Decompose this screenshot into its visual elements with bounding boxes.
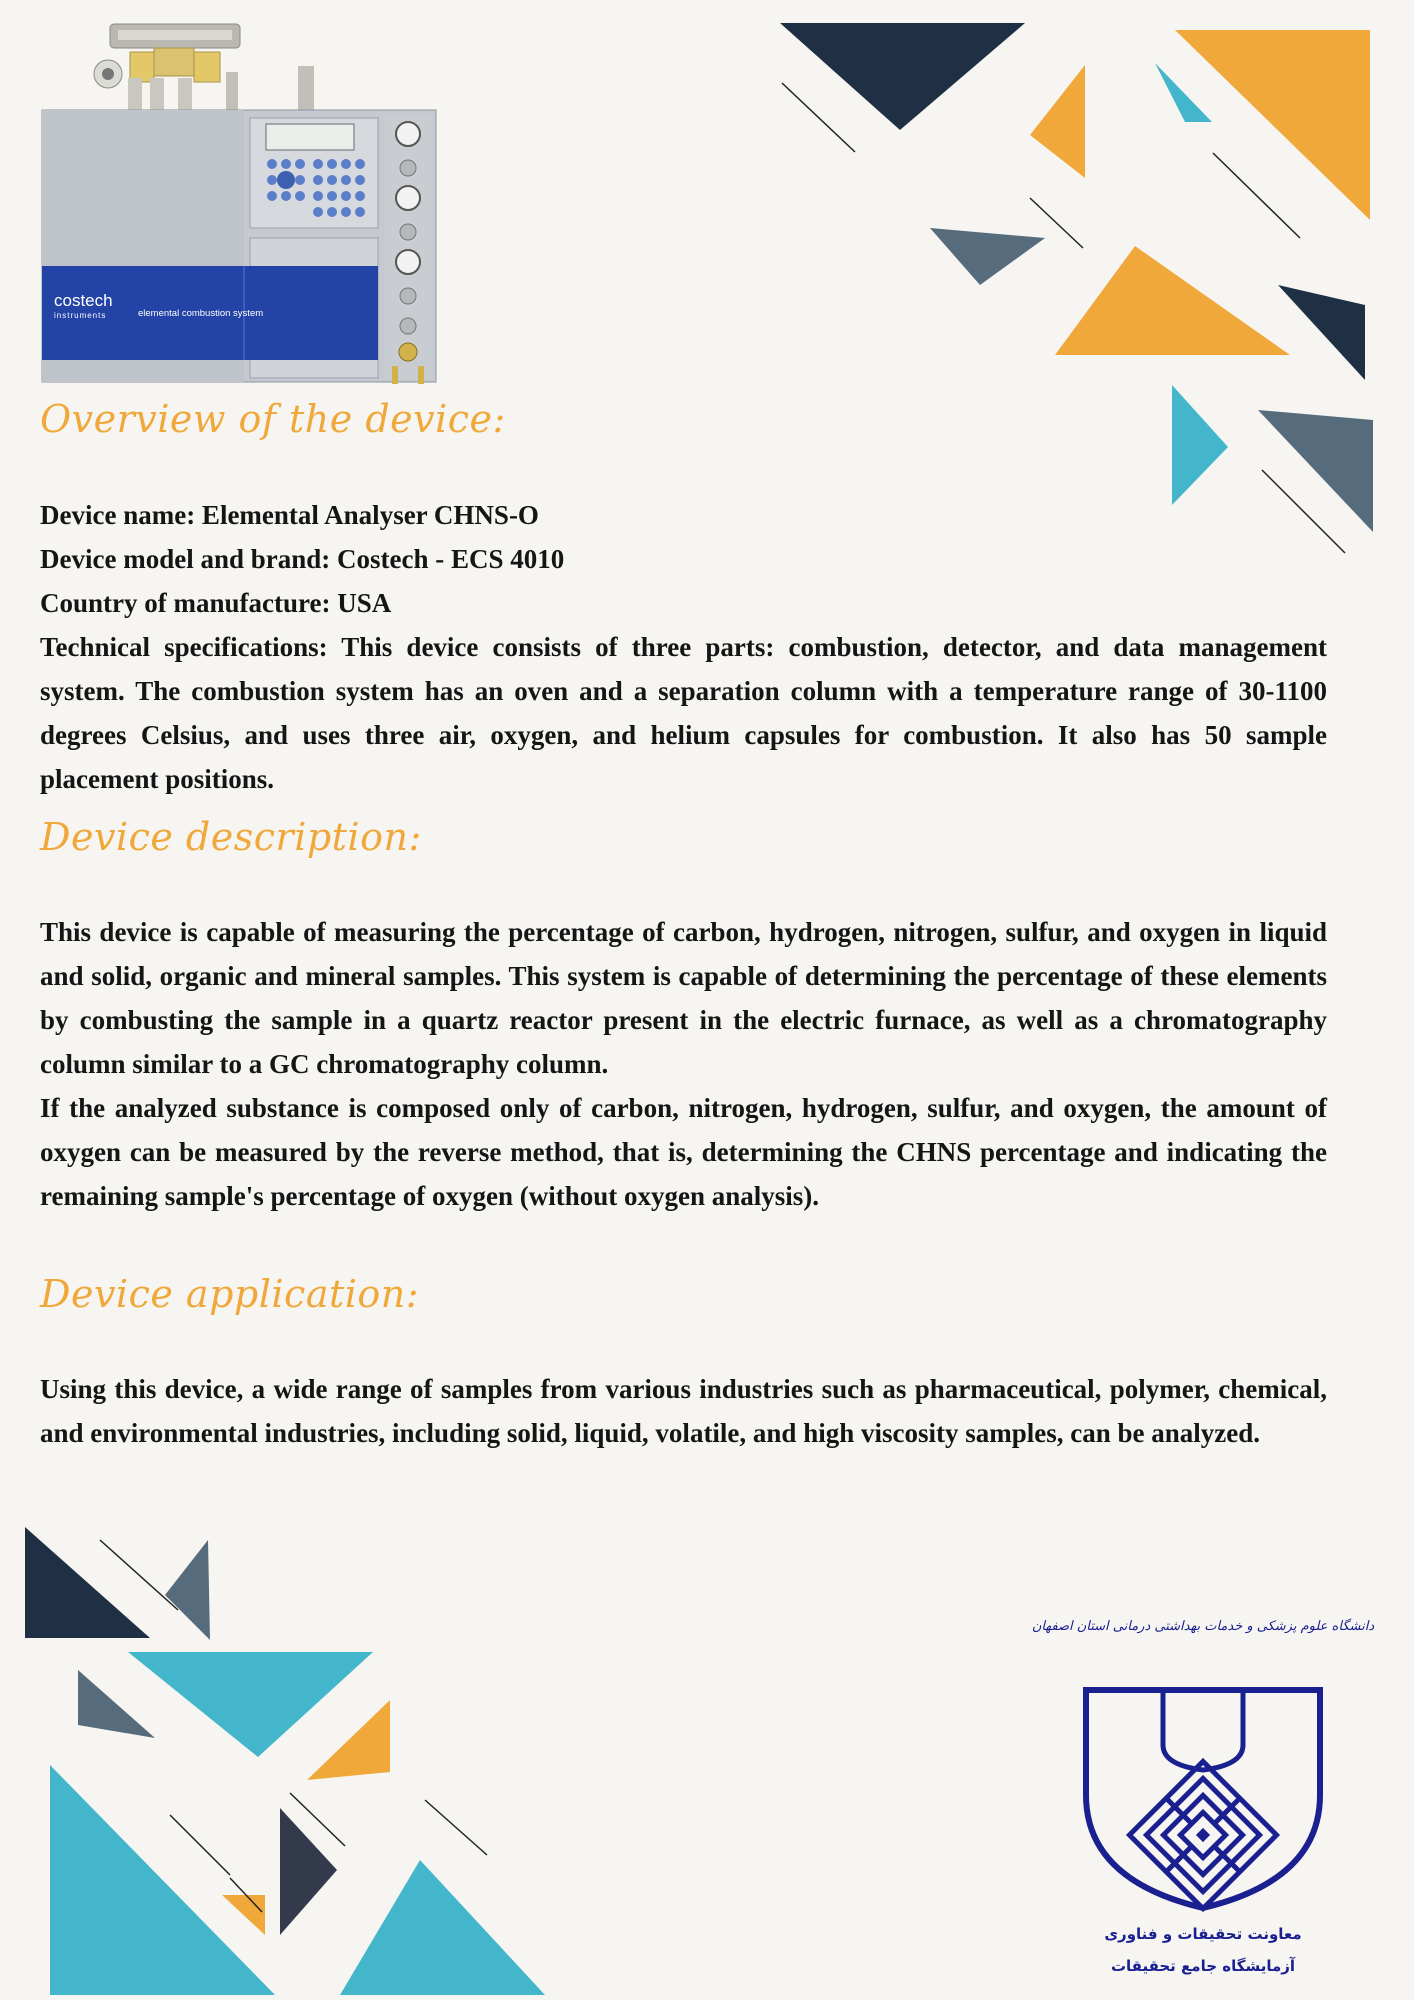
technical-specs-paragraph: Technical specifications: This device consists of three parts: combustion, detector, and data management system. The combustion system has an oven and a separation column with a temperature range of 30-1100 degrees Celsius, and uses three air, oxygen, and helium capsules for combustion. It also has 50 sample placement positions. <box>40 632 1327 794</box>
application-text <box>40 1367 1327 1455</box>
application-heading: Device application: <box>40 1272 420 1316</box>
description-paragraph-2: If the analyzed substance is composed only of carbon, nitrogen, hydrogen, sulfur, and oxygen, the amount of oxygen can be measured by the reverse method, that is, determining the CHNS percentage and indicating the remaining sample's percentage of oxygen (without oxygen analysis). <box>40 1093 1327 1211</box>
description-text <box>40 910 1327 1218</box>
brand-name: costech <box>54 291 113 310</box>
system-label: elemental combustion system <box>138 308 264 319</box>
description-heading: Device description: <box>40 815 422 859</box>
description-paragraph-1: This device is capable of measuring the percentage of carbon, hydrogen, nitrogen, sulfur, and oxygen in liquid and solid, organic and mineral samples. This system is capable of determining the percentage of these elements by combusting the sample in a quartz reactor present in the electric furnace, as well as a chromatography column similar to a GC chromatography column. <box>40 917 1327 1079</box>
logo-arc-text: دانشگاه علوم پزشکی و خدمات بهداشتی درمانی استان اصفهان <box>1031 1619 1375 1634</box>
overview-text <box>40 493 1327 801</box>
device-name-line: Device name: Elemental Analyser CHNS-O <box>40 500 539 530</box>
application-paragraph: Using this device, a wide range of samples from various industries such as pharmaceutical, polymer, chemical, and environmental industries, including solid, liquid, volatile, and high viscosity samples, can be analyzed. <box>40 1374 1327 1448</box>
device-photo <box>38 18 462 390</box>
device-model-line: Device model and brand: Costech - ECS 4010 <box>40 544 565 574</box>
country-line: Country of manufacture: USA <box>40 588 392 618</box>
logo-caption-line-2: آزمایشگاه جامع تحقیقات <box>1110 1957 1296 1975</box>
university-shield-emblem <box>1031 1580 1375 1910</box>
logo-caption-line-1: معاونت تحقیقات و فناوری <box>1104 1925 1302 1943</box>
brand-sub: instruments <box>54 311 107 320</box>
overview-heading: Overview of the device: <box>40 397 506 441</box>
elemental-analyser-illustration <box>38 18 462 390</box>
